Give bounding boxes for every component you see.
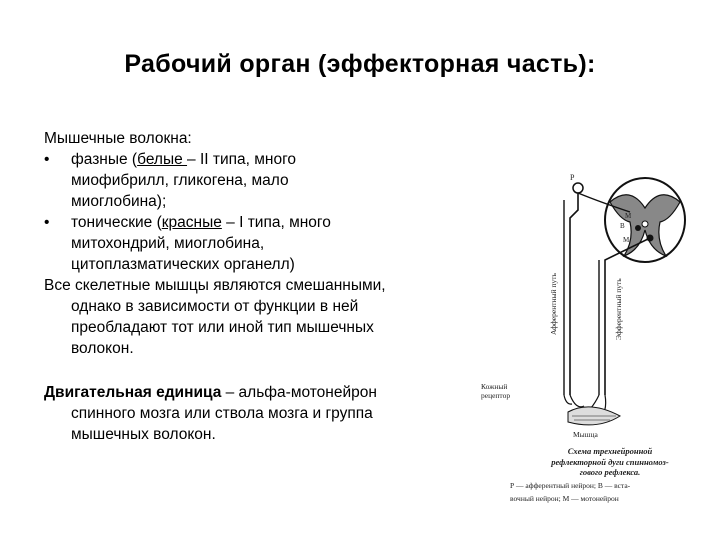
bullet1-line2: миофибрилл, гликогена, мало xyxy=(71,172,289,189)
bullet2-pre: тонические ( xyxy=(71,214,162,231)
label-p: Р xyxy=(570,173,575,182)
label-afferent-path: Афферентный путь xyxy=(549,273,558,335)
bullet2-underlined: красные xyxy=(161,214,222,231)
label-m-bottom: М xyxy=(623,236,630,244)
diagram-caption xyxy=(510,446,710,505)
motor-unit-term: Двигательная единица xyxy=(44,384,222,401)
bullet1-underlined: белые xyxy=(137,151,188,168)
muscle-fibers-heading: Мышечные волокна: xyxy=(44,130,192,147)
para-line1: Все скелетные мышцы являются смешанными, xyxy=(44,277,386,294)
label-receptor-1: Кожный xyxy=(481,382,508,391)
spinal-cord-section xyxy=(605,178,685,262)
label-efferent-path: Эфферентный путь xyxy=(614,278,623,340)
receptor-muscle xyxy=(564,395,620,425)
slide-title: Рабочий орган (эффекторная часть): xyxy=(124,50,596,78)
bullet2-rest: – I типа, много xyxy=(221,214,331,231)
bullet-item-phasic xyxy=(44,149,494,170)
bullet2-line2: митохондрий, миоглобина, xyxy=(71,235,265,252)
label-muscle: Мышца xyxy=(573,430,598,439)
caption-line1: Схема трехнейронной xyxy=(567,446,653,456)
legend-line2: вочный нейрон; М — мотонейрон xyxy=(510,494,619,503)
bullet1-pre: фазные ( xyxy=(71,151,138,168)
label-receptor-2: рецептор xyxy=(481,391,511,400)
bullet1-line3: миоглобина); xyxy=(71,193,167,210)
body-text xyxy=(44,128,494,359)
legend-line1: Р — афферентный нейрон; В — вста- xyxy=(510,480,631,490)
para-line2: однако в зависимости от функции в ней xyxy=(71,298,359,315)
caption-line2: рефлекторной дуги спинномоз- xyxy=(551,456,669,467)
bullet-marker: • xyxy=(44,214,50,231)
bullet-item-tonic xyxy=(44,212,494,233)
motor-unit-paragraph xyxy=(44,382,494,445)
bullet-marker: • xyxy=(44,151,50,168)
bullet2-line3: цитоплазматических органелл) xyxy=(71,256,295,273)
caption-line3: гового рефлекса. xyxy=(579,467,641,477)
motor-line3: мышечных волокон. xyxy=(71,426,216,443)
motor-unit-rest: – альфа-мотонейрон xyxy=(221,384,377,401)
motor-line2: спинного мозга или ствола мозга и группа xyxy=(71,405,373,422)
para-line3: преобладают тот или иной тип мышечных xyxy=(71,319,374,336)
bullet1-rest: – II типа, много xyxy=(187,151,297,168)
label-m-top: М xyxy=(625,212,632,220)
para-line4: волокон. xyxy=(71,340,134,357)
label-b: В xyxy=(620,222,625,230)
